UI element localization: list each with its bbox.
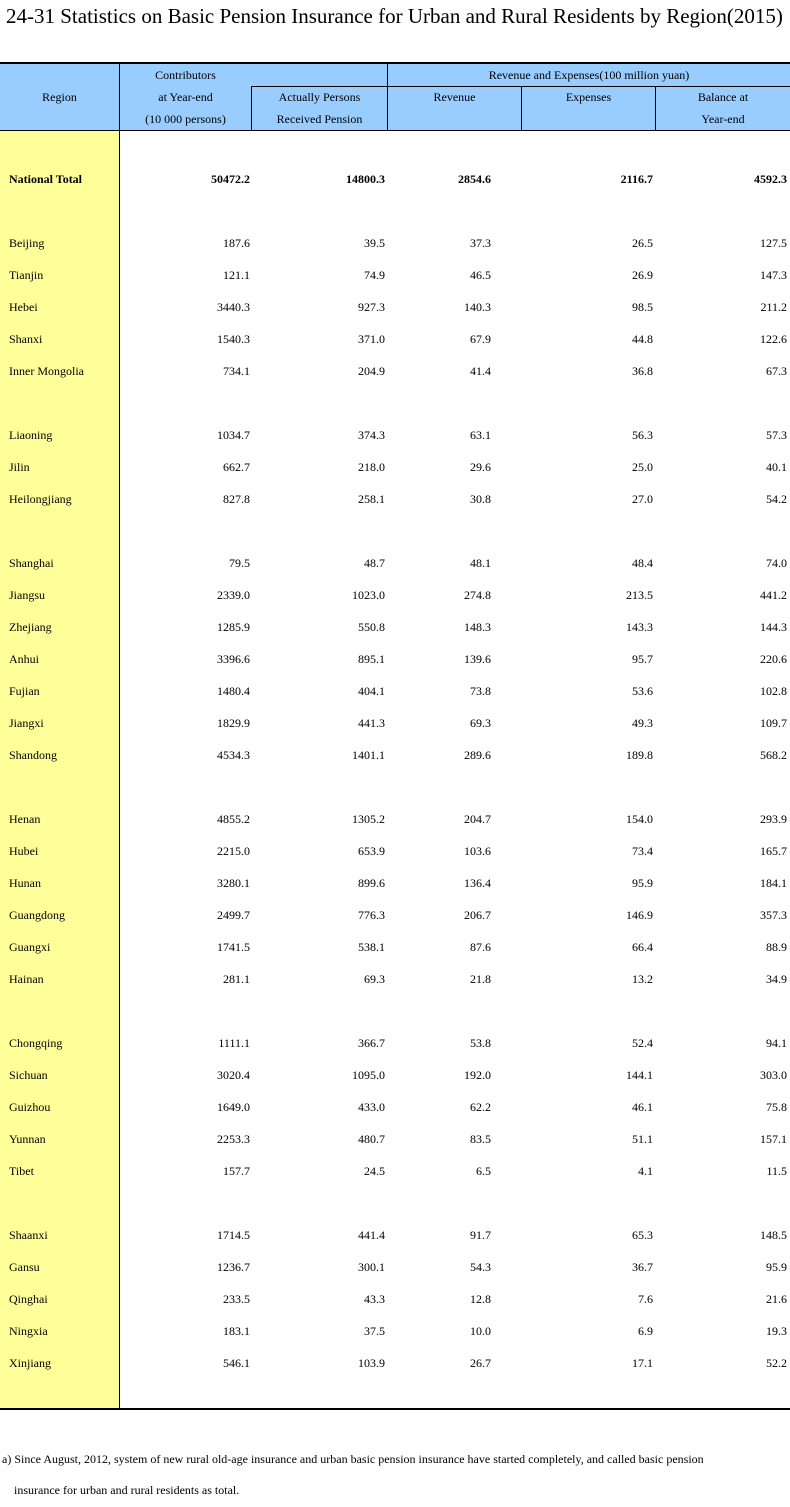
cell-revenue: 2854.6	[458, 172, 491, 186]
cell-contributors: 3280.1	[217, 876, 250, 890]
cell-received: 1023.0	[352, 588, 385, 602]
cell-expenses: 26.5	[632, 236, 653, 250]
cell-region: Qinghai	[9, 1292, 48, 1306]
cell-region: Tibet	[9, 1164, 34, 1178]
cell-contributors: 4855.2	[217, 812, 250, 826]
cell-received: 103.9	[358, 1356, 385, 1370]
cell-expenses: 48.4	[632, 556, 653, 570]
cell-revenue: 21.8	[470, 972, 491, 986]
header-contributors-line1: Contributors	[155, 68, 216, 82]
table-row	[0, 1100, 790, 1118]
cell-expenses: 56.3	[632, 428, 653, 442]
cell-expenses: 2116.7	[620, 172, 653, 186]
cell-balance: 54.2	[766, 492, 787, 506]
cell-region: Hebei	[9, 300, 38, 314]
cell-contributors: 827.8	[223, 492, 250, 506]
cell-contributors: 2215.0	[217, 844, 250, 858]
cell-region: Henan	[9, 812, 41, 826]
cell-balance: 165.7	[760, 844, 787, 858]
cell-balance: 67.3	[766, 364, 787, 378]
cell-revenue: 192.0	[464, 1068, 491, 1082]
cell-region: Yunnan	[9, 1132, 46, 1146]
cell-expenses: 26.9	[632, 268, 653, 282]
table-row	[0, 1356, 790, 1374]
cell-balance: 19.3	[766, 1324, 787, 1338]
header-divider	[387, 64, 388, 130]
table-row	[0, 620, 790, 638]
cell-balance: 109.7	[760, 716, 787, 730]
cell-revenue: 103.6	[464, 844, 491, 858]
header-balance-line1: Balance at	[697, 90, 749, 104]
cell-region: Jiangsu	[9, 588, 45, 602]
cell-expenses: 52.4	[632, 1036, 653, 1050]
cell-region: Shanghai	[9, 556, 54, 570]
cell-contributors: 734.1	[223, 364, 250, 378]
cell-revenue: 48.1	[470, 556, 491, 570]
table-row	[0, 556, 790, 574]
cell-balance: 88.9	[766, 940, 787, 954]
cell-contributors: 1480.4	[217, 684, 250, 698]
header-divider	[251, 86, 252, 130]
cell-expenses: 95.9	[632, 876, 653, 890]
cell-balance: 357.3	[760, 908, 787, 922]
cell-contributors: 546.1	[223, 1356, 250, 1370]
cell-expenses: 189.8	[626, 748, 653, 762]
table-row	[0, 748, 790, 766]
cell-balance: 75.8	[766, 1100, 787, 1114]
table-row	[0, 940, 790, 958]
cell-contributors: 3020.4	[217, 1068, 250, 1082]
cell-region: Inner Mongolia	[9, 364, 84, 378]
cell-region: Shaanxi	[9, 1228, 48, 1242]
cell-expenses: 36.7	[632, 1260, 653, 1274]
cell-contributors: 3396.6	[217, 652, 250, 666]
table-row	[0, 908, 790, 926]
cell-balance: 21.6	[766, 1292, 787, 1306]
table-row	[0, 1036, 790, 1054]
cell-received: 550.8	[358, 620, 385, 634]
cell-expenses: 13.2	[632, 972, 653, 986]
cell-contributors: 1111.1	[218, 1036, 250, 1050]
cell-contributors: 3440.3	[217, 300, 250, 314]
cell-contributors: 1714.5	[217, 1228, 250, 1242]
cell-region: Jilin	[9, 460, 30, 474]
table-header	[0, 64, 790, 131]
cell-received: 653.9	[358, 844, 385, 858]
table-row	[0, 1260, 790, 1278]
cell-revenue: 73.8	[470, 684, 491, 698]
cell-region: Guangxi	[9, 940, 51, 954]
cell-contributors: 1236.7	[217, 1260, 250, 1274]
cell-contributors: 2253.3	[217, 1132, 250, 1146]
cell-expenses: 143.3	[626, 620, 653, 634]
cell-received: 1401.1	[352, 748, 385, 762]
cell-expenses: 25.0	[632, 460, 653, 474]
cell-expenses: 213.5	[626, 588, 653, 602]
cell-received: 300.1	[358, 1260, 385, 1274]
cell-region: Hunan	[9, 876, 41, 890]
table-row	[0, 684, 790, 702]
cell-received: 895.1	[358, 652, 385, 666]
cell-revenue: 29.6	[470, 460, 491, 474]
cell-region: Guangdong	[9, 908, 65, 922]
cell-balance: 11.5	[766, 1164, 787, 1178]
table-row	[0, 236, 790, 254]
cell-balance: 147.3	[760, 268, 787, 282]
cell-revenue: 139.6	[464, 652, 491, 666]
cell-balance: 303.0	[760, 1068, 787, 1082]
cell-region: Anhui	[9, 652, 39, 666]
header-contributors-line3: (10 000 persons)	[145, 112, 226, 126]
cell-revenue: 148.3	[464, 620, 491, 634]
cell-received: 433.0	[358, 1100, 385, 1114]
cell-expenses: 7.6	[638, 1292, 653, 1306]
table-row	[0, 812, 790, 830]
header-balance-line2: Year-end	[701, 112, 745, 126]
cell-expenses: 6.9	[638, 1324, 653, 1338]
cell-contributors: 183.1	[223, 1324, 250, 1338]
table-row	[0, 364, 790, 382]
cell-received: 538.1	[358, 940, 385, 954]
cell-received: 43.3	[364, 1292, 385, 1306]
region-column-divider	[119, 131, 120, 1408]
cell-expenses: 36.8	[632, 364, 653, 378]
cell-region: Hainan	[9, 972, 44, 986]
cell-region: Liaoning	[9, 428, 53, 442]
cell-balance: 52.2	[766, 1356, 787, 1370]
cell-region: Heilongjiang	[9, 492, 72, 506]
table-row	[0, 428, 790, 446]
cell-revenue: 67.9	[470, 332, 491, 346]
cell-received: 366.7	[358, 1036, 385, 1050]
table-row	[0, 1132, 790, 1150]
cell-expenses: 154.0	[626, 812, 653, 826]
table-row	[0, 652, 790, 670]
table-row	[0, 588, 790, 606]
cell-contributors: 187.6	[223, 236, 250, 250]
cell-received: 371.0	[358, 332, 385, 346]
cell-revenue: 63.1	[470, 428, 491, 442]
cell-contributors: 157.7	[223, 1164, 250, 1178]
cell-revenue: 12.8	[470, 1292, 491, 1306]
cell-revenue: 91.7	[470, 1228, 491, 1242]
cell-region: Fujian	[9, 684, 40, 698]
cell-balance: 102.8	[760, 684, 787, 698]
cell-region: Guizhou	[9, 1100, 51, 1114]
cell-contributors: 2339.0	[217, 588, 250, 602]
cell-received: 374.3	[358, 428, 385, 442]
cell-balance: 122.6	[760, 332, 787, 346]
header-region: Region	[42, 90, 77, 104]
cell-region: Hubei	[9, 844, 39, 858]
cell-received: 258.1	[358, 492, 385, 506]
cell-contributors: 1285.9	[217, 620, 250, 634]
cell-region: Jiangxi	[9, 716, 44, 730]
cell-received: 404.1	[358, 684, 385, 698]
table-row	[0, 332, 790, 350]
header-divider	[521, 86, 522, 130]
cell-received: 24.5	[364, 1164, 385, 1178]
cell-region: Shanxi	[9, 332, 43, 346]
table-row	[0, 1292, 790, 1310]
table-row	[0, 844, 790, 862]
cell-balance: 4592.3	[754, 172, 787, 186]
cell-revenue: 10.0	[470, 1324, 491, 1338]
header-revenue: Revenue	[433, 90, 476, 104]
cell-contributors: 50472.2	[211, 172, 250, 186]
table-row	[0, 1228, 790, 1246]
header-revenue-expenses-group: Revenue and Expenses(100 million yuan)	[488, 68, 690, 82]
table-row-national-total	[0, 172, 790, 190]
cell-contributors: 121.1	[223, 268, 250, 282]
cell-expenses: 53.6	[632, 684, 653, 698]
table-row	[0, 268, 790, 286]
table-row	[0, 716, 790, 734]
cell-revenue: 136.4	[464, 876, 491, 890]
region-column	[0, 131, 119, 1408]
cell-revenue: 26.7	[470, 1356, 491, 1370]
cell-revenue: 289.6	[464, 748, 491, 762]
cell-received: 480.7	[358, 1132, 385, 1146]
table-row	[0, 876, 790, 894]
cell-revenue: 41.4	[470, 364, 491, 378]
cell-revenue: 30.8	[470, 492, 491, 506]
cell-received: 1305.2	[352, 812, 385, 826]
cell-region: Gansu	[9, 1260, 40, 1274]
cell-received: 441.4	[358, 1228, 385, 1242]
cell-balance: 127.5	[760, 236, 787, 250]
table-row	[0, 972, 790, 990]
cell-region: Chongqing	[9, 1036, 63, 1050]
footnote: a) Since August, 2012, system of new rural old-age insurance and urban basic pension insurance have started completely, and called basic pension	[2, 1452, 704, 1466]
header-divider	[119, 64, 120, 130]
cell-revenue: 6.5	[476, 1164, 491, 1178]
cell-expenses: 66.4	[632, 940, 653, 954]
cell-region: Tianjin	[9, 268, 44, 282]
cell-received: 14800.3	[346, 172, 385, 186]
cell-revenue: 37.3	[470, 236, 491, 250]
header-divider	[251, 86, 387, 87]
cell-revenue: 206.7	[464, 908, 491, 922]
cell-expenses: 65.3	[632, 1228, 653, 1242]
cell-revenue: 69.3	[470, 716, 491, 730]
cell-received: 204.9	[358, 364, 385, 378]
cell-expenses: 27.0	[632, 492, 653, 506]
cell-revenue: 62.2	[470, 1100, 491, 1114]
cell-revenue: 46.5	[470, 268, 491, 282]
cell-expenses: 146.9	[626, 908, 653, 922]
table-row	[0, 300, 790, 318]
cell-region: Xinjiang	[9, 1356, 51, 1370]
cell-expenses: 73.4	[632, 844, 653, 858]
cell-received: 441.3	[358, 716, 385, 730]
cell-received: 899.6	[358, 876, 385, 890]
cell-balance: 40.1	[766, 460, 787, 474]
header-received-line1: Actually Persons	[278, 90, 361, 104]
cell-region: Sichuan	[9, 1068, 48, 1082]
cell-balance: 148.5	[760, 1228, 787, 1242]
cell-balance: 157.1	[760, 1132, 787, 1146]
cell-expenses: 95.7	[632, 652, 653, 666]
header-received-line2: Received Pension	[276, 112, 363, 126]
table-row	[0, 1164, 790, 1182]
cell-expenses: 17.1	[632, 1356, 653, 1370]
cell-contributors: 4534.3	[217, 748, 250, 762]
cell-expenses: 98.5	[632, 300, 653, 314]
table-row	[0, 1068, 790, 1086]
cell-region: National Total	[9, 172, 83, 186]
cell-balance: 184.1	[760, 876, 787, 890]
cell-expenses: 49.3	[632, 716, 653, 730]
cell-region: Ningxia	[9, 1324, 48, 1338]
cell-balance: 568.2	[760, 748, 787, 762]
cell-balance: 95.9	[766, 1260, 787, 1274]
cell-balance: 34.9	[766, 972, 787, 986]
cell-contributors: 1649.0	[217, 1100, 250, 1114]
cell-balance: 293.9	[760, 812, 787, 826]
cell-expenses: 144.1	[626, 1068, 653, 1082]
cell-received: 39.5	[364, 236, 385, 250]
header-divider	[655, 86, 656, 130]
cell-revenue: 140.3	[464, 300, 491, 314]
table-row	[0, 1324, 790, 1342]
cell-received: 927.3	[358, 300, 385, 314]
cell-received: 776.3	[358, 908, 385, 922]
cell-region: Zhejiang	[9, 620, 52, 634]
cell-revenue: 54.3	[470, 1260, 491, 1274]
footnote-continued: insurance for urban and rural residents as total.	[14, 1483, 240, 1497]
header-divider	[387, 86, 790, 87]
cell-expenses: 46.1	[632, 1100, 653, 1114]
cell-expenses: 51.1	[632, 1132, 653, 1146]
cell-received: 218.0	[358, 460, 385, 474]
cell-revenue: 83.5	[470, 1132, 491, 1146]
cell-region: Shandong	[9, 748, 57, 762]
cell-revenue: 87.6	[470, 940, 491, 954]
cell-received: 48.7	[364, 556, 385, 570]
header-expenses: Expenses	[565, 90, 612, 104]
cell-contributors: 281.1	[223, 972, 250, 986]
cell-received: 69.3	[364, 972, 385, 986]
cell-expenses: 44.8	[632, 332, 653, 346]
cell-contributors: 79.5	[229, 556, 250, 570]
cell-contributors: 662.7	[223, 460, 250, 474]
cell-balance: 74.0	[766, 556, 787, 570]
cell-received: 1095.0	[352, 1068, 385, 1082]
table-row	[0, 492, 790, 510]
cell-balance: 220.6	[760, 652, 787, 666]
cell-revenue: 204.7	[464, 812, 491, 826]
cell-contributors: 1741.5	[217, 940, 250, 954]
page-title: 24-31 Statistics on Basic Pension Insurance for Urban and Rural Residents by Region(2015)	[6, 4, 783, 28]
cell-contributors: 1829.9	[217, 716, 250, 730]
cell-contributors: 1540.3	[217, 332, 250, 346]
cell-balance: 211.2	[760, 300, 787, 314]
cell-contributors: 1034.7	[217, 428, 250, 442]
cell-contributors: 233.5	[223, 1292, 250, 1306]
cell-expenses: 4.1	[638, 1164, 653, 1178]
header-contributors-line2: at Year-end	[158, 90, 213, 104]
cell-balance: 441.2	[760, 588, 787, 602]
cell-balance: 94.1	[766, 1036, 787, 1050]
cell-received: 74.9	[364, 268, 385, 282]
cell-region: Beijing	[9, 236, 45, 250]
cell-balance: 57.3	[766, 428, 787, 442]
cell-received: 37.5	[364, 1324, 385, 1338]
table-row	[0, 460, 790, 478]
cell-contributors: 2499.7	[217, 908, 250, 922]
cell-balance: 144.3	[760, 620, 787, 634]
table-bottom-rule	[0, 1408, 790, 1410]
cell-revenue: 274.8	[464, 588, 491, 602]
cell-revenue: 53.8	[470, 1036, 491, 1050]
